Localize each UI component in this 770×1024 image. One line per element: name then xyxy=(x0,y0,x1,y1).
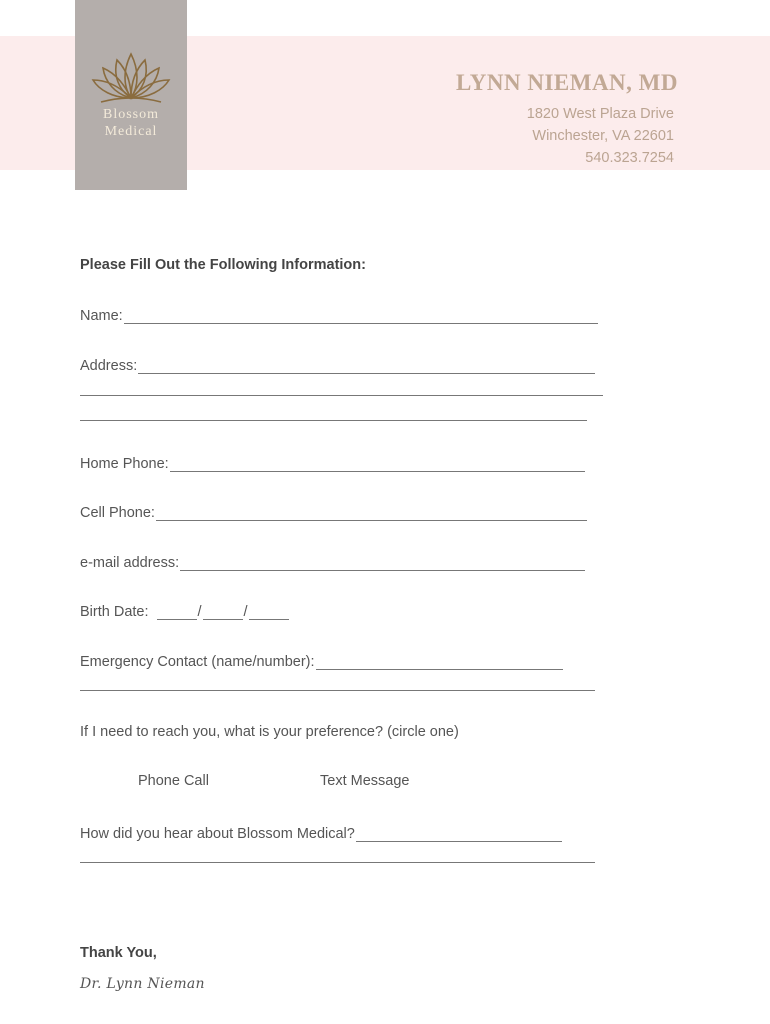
date-separator: / xyxy=(243,604,248,620)
cell-phone-label: Cell Phone: xyxy=(80,505,155,521)
home-phone-blank[interactable] xyxy=(170,455,585,472)
cell-phone-field xyxy=(80,501,587,521)
option-phone-call[interactable]: Phone Call xyxy=(138,773,209,789)
logo xyxy=(75,0,187,190)
emergency-contact-blank-2[interactable] xyxy=(80,690,595,691)
emergency-contact-blank-1[interactable] xyxy=(316,653,563,670)
birth-month-blank[interactable] xyxy=(157,603,197,620)
name-blank[interactable] xyxy=(124,307,598,324)
contact-preference-question: If I need to reach you, what is your preference? (circle one) xyxy=(80,724,459,740)
address-blank-3[interactable] xyxy=(80,420,587,421)
email-field xyxy=(80,551,585,571)
thank-you: Thank You, xyxy=(80,945,157,961)
home-phone-label: Home Phone: xyxy=(80,456,169,472)
referral-field xyxy=(80,822,562,842)
birth-day-blank[interactable] xyxy=(203,603,243,620)
name-field xyxy=(80,304,598,324)
birth-date-field xyxy=(80,600,289,620)
emergency-contact-label: Emergency Contact (name/number): xyxy=(80,654,315,670)
email-label: e-mail address: xyxy=(80,555,180,571)
doctor-name: LYNN NIEMAN, MD xyxy=(456,70,678,95)
email-blank[interactable] xyxy=(180,554,585,571)
address-field xyxy=(80,354,595,374)
address-label: Address: xyxy=(80,358,138,374)
name-label: Name: xyxy=(80,308,123,324)
signature: Dr. Lynn Nieman xyxy=(80,976,205,992)
address-city: Winchester, VA 22601 xyxy=(532,128,674,144)
option-text-message[interactable]: Text Message xyxy=(320,773,410,789)
logo-text-line2: Medical xyxy=(104,124,158,139)
referral-label: How did you hear about Blossom Medical? xyxy=(80,826,355,842)
address-blank-2[interactable] xyxy=(80,395,603,396)
form-title: Please Fill Out the Following Information: xyxy=(80,257,366,273)
referral-blank-1[interactable] xyxy=(356,825,562,842)
birth-date-label: Birth Date: xyxy=(80,604,149,620)
address-street: 1820 West Plaza Drive xyxy=(526,106,674,122)
cell-phone-blank[interactable] xyxy=(156,504,587,521)
date-separator: / xyxy=(197,604,202,620)
office-phone: 540.323.7254 xyxy=(585,150,674,166)
birth-year-blank[interactable] xyxy=(249,603,289,620)
home-phone-field xyxy=(80,452,585,472)
lotus-icon xyxy=(91,48,171,106)
address-blank-1[interactable] xyxy=(138,357,595,374)
emergency-contact-field xyxy=(80,650,563,670)
logo-text-line1: Blossom xyxy=(102,107,159,122)
referral-blank-2[interactable] xyxy=(80,862,595,863)
